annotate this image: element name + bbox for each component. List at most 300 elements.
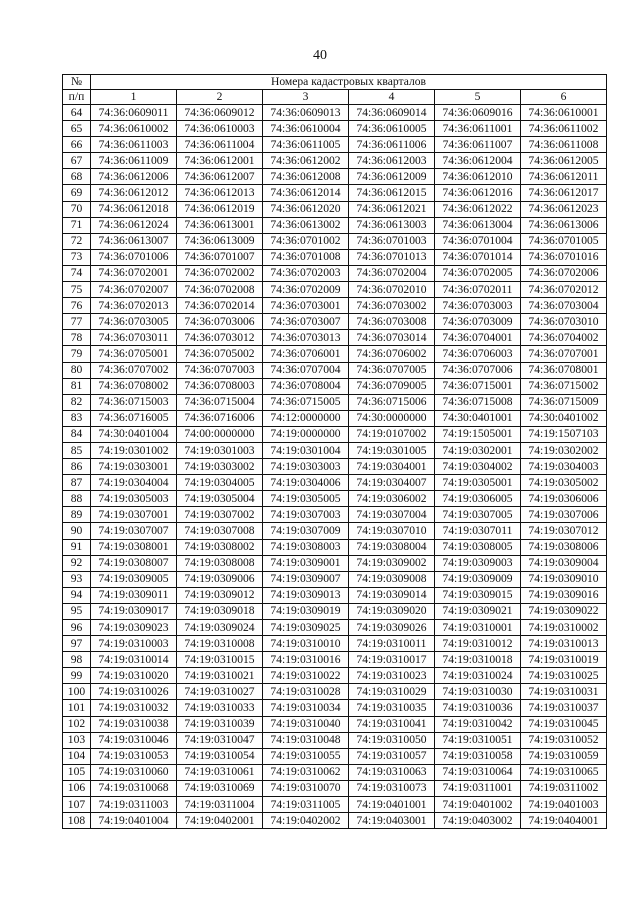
table-row (63, 555, 607, 571)
cadastral-number-cell: 74:36:0612024 (91, 217, 177, 233)
cadastral-number-cell: 74:19:0309012 (177, 587, 263, 603)
cadastral-number-cell: 74:19:0305001 (435, 475, 521, 491)
table-row (63, 298, 607, 314)
cadastral-number-cell: 74:19:0310028 (263, 684, 349, 700)
cadastral-number-cell: 74:19:0310052 (521, 732, 607, 748)
table-row (63, 716, 607, 732)
table-row (63, 603, 607, 619)
cadastral-number-cell: 74:19:0310038 (91, 716, 177, 732)
cadastral-number-cell: 74:19:1505001 (435, 426, 521, 442)
cadastral-number-cell: 74:36:0612020 (263, 201, 349, 217)
cadastral-number-cell: 74:19:0309013 (263, 587, 349, 603)
cadastral-number-cell: 74:36:0708001 (521, 362, 607, 378)
cadastral-number-cell: 74:19:0308007 (91, 555, 177, 571)
table-row (63, 620, 607, 636)
cadastral-number-cell: 74:36:0613003 (349, 217, 435, 233)
table-row (63, 217, 607, 233)
cadastral-number-cell: 74:36:0612014 (263, 185, 349, 201)
cadastral-number-cell: 74:19:0403002 (435, 813, 521, 829)
row-number-cell: 75 (63, 282, 91, 298)
cadastral-number-cell: 74:36:0613002 (263, 217, 349, 233)
column-header: 2 (177, 90, 263, 105)
table-row (63, 539, 607, 555)
cadastral-number-cell: 74:36:0613001 (177, 217, 263, 233)
cadastral-number-cell: 74:19:0305005 (263, 491, 349, 507)
cadastral-number-cell: 74:19:0310060 (91, 764, 177, 780)
cadastral-number-cell: 74:36:0612022 (435, 201, 521, 217)
cadastral-number-cell: 74:19:0107002 (349, 426, 435, 442)
cadastral-number-cell: 74:19:0310021 (177, 668, 263, 684)
cadastral-number-cell: 74:19:0310016 (263, 652, 349, 668)
cadastral-number-cell: 74:19:0304005 (177, 475, 263, 491)
table-row (63, 652, 607, 668)
cadastral-number-cell: 74:19:0310068 (91, 780, 177, 796)
cadastral-number-cell: 74:36:0715009 (521, 394, 607, 410)
cadastral-number-cell: 74:19:0310031 (521, 684, 607, 700)
cadastral-number-cell: 74:19:0306002 (349, 491, 435, 507)
cadastral-number-cell: 74:36:0715006 (349, 394, 435, 410)
cadastral-number-cell: 74:36:0701005 (521, 233, 607, 249)
row-number-cell: 88 (63, 491, 91, 507)
cadastral-number-cell: 74:19:0310061 (177, 764, 263, 780)
table-row (63, 797, 607, 813)
cadastral-number-cell: 74:19:0306006 (521, 491, 607, 507)
cadastral-number-cell: 74:19:0310070 (263, 780, 349, 796)
cadastral-number-cell: 74:19:0308006 (521, 539, 607, 555)
cadastral-number-cell: 74:36:0701003 (349, 233, 435, 249)
cadastral-number-cell: 74:36:0611004 (177, 137, 263, 153)
cadastral-number-cell: 74:36:0701016 (521, 249, 607, 265)
table-row (63, 426, 607, 442)
cadastral-number-cell: 74:19:0310055 (263, 748, 349, 764)
column-header: 4 (349, 90, 435, 105)
table-row (63, 153, 607, 169)
cadastral-number-cell: 74:19:0310039 (177, 716, 263, 732)
cadastral-number-cell: 74:36:0701004 (435, 233, 521, 249)
cadastral-number-cell: 74:36:0701013 (349, 249, 435, 265)
cadastral-number-cell: 74:36:0702005 (435, 265, 521, 281)
cadastral-number-cell: 74:36:0706003 (435, 346, 521, 362)
cadastral-number-cell: 74:30:0401002 (521, 410, 607, 426)
cadastral-number-cell: 74:36:0611008 (521, 137, 607, 153)
cadastral-number-cell: 74:36:0611005 (263, 137, 349, 153)
row-number-cell: 64 (63, 105, 91, 121)
cadastral-number-cell: 74:19:0307003 (263, 507, 349, 523)
row-number-cell: 89 (63, 507, 91, 523)
cadastral-number-cell: 74:19:0310027 (177, 684, 263, 700)
cadastral-number-cell: 74:36:0707003 (177, 362, 263, 378)
header-num-top: № (63, 75, 91, 90)
cadastral-number-cell: 74:19:0304007 (349, 475, 435, 491)
column-header: 6 (521, 90, 607, 105)
cadastral-number-cell: 74:36:0701002 (263, 233, 349, 249)
table-row (63, 233, 607, 249)
cadastral-number-cell: 74:19:0310019 (521, 652, 607, 668)
row-number-cell: 74 (63, 265, 91, 281)
cadastral-number-cell: 74:36:0716006 (177, 410, 263, 426)
cadastral-number-cell: 74:36:0703002 (349, 298, 435, 314)
cadastral-number-cell: 74:36:0611006 (349, 137, 435, 153)
cadastral-number-cell: 74:36:0709005 (349, 378, 435, 394)
cadastral-number-cell: 74:36:0610004 (263, 121, 349, 137)
cadastral-number-cell: 74:36:0716005 (91, 410, 177, 426)
cadastral-number-cell: 74:19:0310048 (263, 732, 349, 748)
cadastral-number-cell: 74:36:0612010 (435, 169, 521, 185)
cadastral-number-cell: 74:19:0309023 (91, 620, 177, 636)
cadastral-number-cell: 74:36:0612019 (177, 201, 263, 217)
table-row (63, 459, 607, 475)
cadastral-number-cell: 74:19:0310017 (349, 652, 435, 668)
row-number-cell: 95 (63, 603, 91, 619)
cadastral-number-cell: 74:19:0402002 (263, 813, 349, 829)
cadastral-number-cell: 74:19:0302002 (521, 442, 607, 458)
cadastral-number-cell: 74:36:0702009 (263, 282, 349, 298)
cadastral-number-cell: 74:36:0702001 (91, 265, 177, 281)
cadastral-number-cell: 74:19:0310050 (349, 732, 435, 748)
cadastral-number-cell: 74:19:0310053 (91, 748, 177, 764)
cadastral-number-cell: 74:36:0701007 (177, 249, 263, 265)
table-body (63, 105, 607, 829)
cadastral-number-cell: 74:19:0309002 (349, 555, 435, 571)
cadastral-number-cell: 74:36:0703003 (435, 298, 521, 314)
cadastral-number-cell: 74:36:0702014 (177, 298, 263, 314)
cadastral-number-cell: 74:19:0308005 (435, 539, 521, 555)
cadastral-number-cell: 74:36:0612023 (521, 201, 607, 217)
cadastral-number-cell: 74:19:0310064 (435, 764, 521, 780)
cadastral-number-cell: 74:19:0404001 (521, 813, 607, 829)
cadastral-number-cell: 74:19:0303002 (177, 459, 263, 475)
cadastral-number-cell: 74:36:0701014 (435, 249, 521, 265)
row-number-cell: 67 (63, 153, 91, 169)
cadastral-number-cell: 74:19:0310036 (435, 700, 521, 716)
cadastral-number-cell: 74:36:0708003 (177, 378, 263, 394)
table-row (63, 121, 607, 137)
cadastral-number-cell: 74:36:0708002 (91, 378, 177, 394)
row-number-cell: 77 (63, 314, 91, 330)
cadastral-number-cell: 74:19:0310012 (435, 636, 521, 652)
cadastral-number-cell: 74:19:0309004 (521, 555, 607, 571)
row-number-cell: 68 (63, 169, 91, 185)
table-row (63, 330, 607, 346)
row-number-cell: 69 (63, 185, 91, 201)
cadastral-number-cell: 74:19:0401002 (435, 797, 521, 813)
cadastral-number-cell: 74:36:0613004 (435, 217, 521, 233)
cadastral-number-cell: 74:36:0707001 (521, 346, 607, 362)
cadastral-number-cell: 74:36:0715001 (435, 378, 521, 394)
cadastral-number-cell: 74:19:0311003 (91, 797, 177, 813)
cadastral-number-cell: 74:36:0702004 (349, 265, 435, 281)
cadastral-number-cell: 74:36:0612008 (263, 169, 349, 185)
cadastral-number-cell: 74:36:0707006 (435, 362, 521, 378)
cadastral-number-cell: 74:19:0307007 (91, 523, 177, 539)
row-number-cell: 81 (63, 378, 91, 394)
cadastral-number-cell: 74:36:0612015 (349, 185, 435, 201)
cadastral-number-cell: 74:36:0612017 (521, 185, 607, 201)
row-number-cell: 91 (63, 539, 91, 555)
cadastral-number-cell: 74:36:0611002 (521, 121, 607, 137)
cadastral-number-cell: 74:36:0707004 (263, 362, 349, 378)
row-number-cell: 96 (63, 620, 91, 636)
row-number-cell: 105 (63, 764, 91, 780)
table-row (63, 185, 607, 201)
cadastral-number-cell: 74:19:0308008 (177, 555, 263, 571)
cadastral-number-cell: 74:36:0610005 (349, 121, 435, 137)
cadastral-number-cell: 74:36:0609013 (263, 105, 349, 121)
cadastral-number-cell: 74:36:0610003 (177, 121, 263, 137)
cadastral-number-cell: 74:36:0613007 (91, 233, 177, 249)
cadastral-number-cell: 74:19:0305003 (91, 491, 177, 507)
cadastral-number-cell: 74:36:0612001 (177, 153, 263, 169)
cadastral-number-cell: 74:19:0309024 (177, 620, 263, 636)
cadastral-number-cell: 74:19:0310032 (91, 700, 177, 716)
cadastral-number-cell: 74:19:0310011 (349, 636, 435, 652)
row-number-cell: 70 (63, 201, 91, 217)
cadastral-number-cell: 74:36:0715004 (177, 394, 263, 410)
cadastral-number-cell: 74:19:0305004 (177, 491, 263, 507)
cadastral-number-cell: 74:19:0310010 (263, 636, 349, 652)
cadastral-number-cell: 74:19:0310037 (521, 700, 607, 716)
cadastral-number-cell: 74:30:0401004 (91, 426, 177, 442)
cadastral-number-cell: 74:19:0310030 (435, 684, 521, 700)
cadastral-number-cell: 74:36:0704001 (435, 330, 521, 346)
cadastral-number-cell: 74:36:0612012 (91, 185, 177, 201)
cadastral-number-cell: 74:19:0307006 (521, 507, 607, 523)
cadastral-number-cell: 74:36:0703009 (435, 314, 521, 330)
cadastral-number-cell: 74:36:0609011 (91, 105, 177, 121)
table-row (63, 700, 607, 716)
cadastral-number-cell: 74:19:0309005 (91, 571, 177, 587)
cadastral-number-cell: 74:19:0309007 (263, 571, 349, 587)
cadastral-number-cell: 74:19:0310059 (521, 748, 607, 764)
cadastral-number-cell: 74:36:0609016 (435, 105, 521, 121)
cadastral-number-cell: 74:19:0310069 (177, 780, 263, 796)
cadastral-number-cell: 74:30:0000000 (349, 410, 435, 426)
cadastral-number-cell: 74:36:0609012 (177, 105, 263, 121)
row-number-cell: 82 (63, 394, 91, 410)
row-number-cell: 79 (63, 346, 91, 362)
cadastral-number-cell: 74:36:0705002 (177, 346, 263, 362)
cadastral-number-cell: 74:19:0309016 (521, 587, 607, 603)
cadastral-number-cell: 74:36:0707005 (349, 362, 435, 378)
table-row (63, 410, 607, 426)
cadastral-number-cell: 74:36:0609014 (349, 105, 435, 121)
table-row (63, 169, 607, 185)
cadastral-number-cell: 74:19:0311002 (521, 780, 607, 796)
cadastral-number-cell: 74:19:0310023 (349, 668, 435, 684)
cadastral-number-cell: 74:19:0310020 (91, 668, 177, 684)
cadastral-number-cell: 74:19:0310051 (435, 732, 521, 748)
row-number-cell: 87 (63, 475, 91, 491)
cadastral-number-cell: 74:19:1507103 (521, 426, 607, 442)
cadastral-number-cell: 74:19:0310041 (349, 716, 435, 732)
cadastral-number-cell: 74:36:0612009 (349, 169, 435, 185)
cadastral-number-cell: 74:19:0307012 (521, 523, 607, 539)
cadastral-number-cell: 74:19:0309006 (177, 571, 263, 587)
cadastral-number-cell: 74:36:0701006 (91, 249, 177, 265)
cadastral-number-cell: 74:19:0301003 (177, 442, 263, 458)
cadastral-number-cell: 74:19:0309011 (91, 587, 177, 603)
row-number-cell: 66 (63, 137, 91, 153)
row-number-cell: 73 (63, 249, 91, 265)
row-number-cell: 84 (63, 426, 91, 442)
row-number-cell: 83 (63, 410, 91, 426)
cadastral-number-cell: 74:36:0612005 (521, 153, 607, 169)
table-row (63, 249, 607, 265)
cadastral-number-cell: 74:36:0704002 (521, 330, 607, 346)
cadastral-number-cell: 74:19:0301004 (263, 442, 349, 458)
row-number-cell: 100 (63, 684, 91, 700)
cadastral-number-cell: 74:19:0307009 (263, 523, 349, 539)
cadastral-number-cell: 74:36:0715003 (91, 394, 177, 410)
cadastral-number-cell: 74:19:0307002 (177, 507, 263, 523)
cadastral-number-cell: 74:19:0310026 (91, 684, 177, 700)
cadastral-number-cell: 74:36:0703013 (263, 330, 349, 346)
cadastral-number-cell: 74:36:0612018 (91, 201, 177, 217)
cadastral-number-cell: 74:19:0304006 (263, 475, 349, 491)
cadastral-number-cell: 74:36:0612003 (349, 153, 435, 169)
cadastral-number-cell: 74:19:0309003 (435, 555, 521, 571)
cadastral-number-cell: 74:19:0309018 (177, 603, 263, 619)
header-title: Номера кадастровых кварталов (91, 75, 607, 90)
table-row (63, 314, 607, 330)
row-number-cell: 86 (63, 459, 91, 475)
cadastral-number-cell: 74:12:0000000 (263, 410, 349, 426)
table-row (63, 137, 607, 153)
cadastral-number-cell: 74:36:0610001 (521, 105, 607, 121)
row-number-cell: 78 (63, 330, 91, 346)
cadastral-number-cell: 74:36:0612013 (177, 185, 263, 201)
cadastral-number-cell: 74:19:0309008 (349, 571, 435, 587)
table-row (63, 813, 607, 829)
table-row (63, 668, 607, 684)
table-row (63, 780, 607, 796)
cadastral-number-cell: 74:19:0310057 (349, 748, 435, 764)
table-row (63, 105, 607, 121)
cadastral-number-cell: 74:19:0306005 (435, 491, 521, 507)
table-row (63, 201, 607, 217)
cadastral-number-cell: 74:00:0000000 (177, 426, 263, 442)
cadastral-number-cell: 74:19:0401004 (91, 813, 177, 829)
cadastral-number-cell: 74:19:0308002 (177, 539, 263, 555)
cadastral-number-cell: 74:19:0310062 (263, 764, 349, 780)
cadastral-number-cell: 74:36:0612021 (349, 201, 435, 217)
cadastral-number-cell: 74:36:0610002 (91, 121, 177, 137)
table-row (63, 475, 607, 491)
cadastral-number-cell: 74:36:0702002 (177, 265, 263, 281)
row-number-cell: 90 (63, 523, 91, 539)
row-number-cell: 104 (63, 748, 91, 764)
cadastral-number-cell: 74:19:0310035 (349, 700, 435, 716)
cadastral-number-cell: 74:36:0613009 (177, 233, 263, 249)
table-row (63, 378, 607, 394)
cadastral-number-cell: 74:19:0310013 (521, 636, 607, 652)
row-number-cell: 93 (63, 571, 91, 587)
table-row (63, 587, 607, 603)
cadastral-number-cell: 74:19:0310054 (177, 748, 263, 764)
cadastral-number-cell: 74:19:0310046 (91, 732, 177, 748)
cadastral-number-cell: 74:36:0703005 (91, 314, 177, 330)
cadastral-number-cell: 74:36:0701008 (263, 249, 349, 265)
cadastral-number-cell: 74:19:0301002 (91, 442, 177, 458)
cadastral-number-cell: 74:19:0403001 (349, 813, 435, 829)
cadastral-number-cell: 74:19:0310002 (521, 620, 607, 636)
cadastral-number-cell: 74:36:0702013 (91, 298, 177, 314)
row-number-cell: 72 (63, 233, 91, 249)
cadastral-number-cell: 74:19:0310073 (349, 780, 435, 796)
cadastral-number-cell: 74:19:0311001 (435, 780, 521, 796)
cadastral-number-cell: 74:36:0702006 (521, 265, 607, 281)
cadastral-number-cell: 74:19:0310047 (177, 732, 263, 748)
cadastral-number-cell: 74:36:0703012 (177, 330, 263, 346)
cadastral-number-cell: 74:36:0708004 (263, 378, 349, 394)
cadastral-number-cell: 74:19:0402001 (177, 813, 263, 829)
column-header: 5 (435, 90, 521, 105)
cadastral-number-cell: 74:19:0307011 (435, 523, 521, 539)
cadastral-number-cell: 74:19:0303003 (263, 459, 349, 475)
row-number-cell: 108 (63, 813, 91, 829)
cadastral-number-cell: 74:19:0310022 (263, 668, 349, 684)
table-row (63, 394, 607, 410)
cadastral-number-cell: 74:36:0703001 (263, 298, 349, 314)
cadastral-number-cell: 74:19:0310058 (435, 748, 521, 764)
cadastral-number-cell: 74:19:0309020 (349, 603, 435, 619)
cadastral-number-cell: 74:19:0309019 (263, 603, 349, 619)
cadastral-number-cell: 74:36:0703004 (521, 298, 607, 314)
cadastral-number-cell: 74:19:0309025 (263, 620, 349, 636)
cadastral-number-cell: 74:19:0310001 (435, 620, 521, 636)
cadastral-number-cell: 74:36:0703007 (263, 314, 349, 330)
cadastral-number-cell: 74:19:0304003 (521, 459, 607, 475)
cadastral-number-cell: 74:36:0611007 (435, 137, 521, 153)
cadastral-number-cell: 74:36:0702010 (349, 282, 435, 298)
cadastral-number-cell: 74:36:0613006 (521, 217, 607, 233)
row-number-cell: 103 (63, 732, 91, 748)
row-number-cell: 99 (63, 668, 91, 684)
header-row-title (63, 75, 607, 90)
cadastral-number-cell: 74:19:0310040 (263, 716, 349, 732)
cadastral-number-cell: 74:19:0310025 (521, 668, 607, 684)
table-row (63, 684, 607, 700)
cadastral-number-cell: 74:19:0307005 (435, 507, 521, 523)
cadastral-number-cell: 74:36:0702012 (521, 282, 607, 298)
cadastral-number-cell: 74:19:0311005 (263, 797, 349, 813)
cadastral-number-cell: 74:19:0000000 (263, 426, 349, 442)
cadastral-number-cell: 74:19:0308003 (263, 539, 349, 555)
cadastral-number-cell: 74:19:0310065 (521, 764, 607, 780)
cadastral-number-cell: 74:19:0310018 (435, 652, 521, 668)
cadastral-number-cell: 74:36:0611001 (435, 121, 521, 137)
cadastral-number-cell: 74:36:0703010 (521, 314, 607, 330)
cadastral-number-cell: 74:36:0707002 (91, 362, 177, 378)
cadastral-quarters-table (62, 74, 607, 829)
table-row (63, 362, 607, 378)
cadastral-number-cell: 74:36:0702003 (263, 265, 349, 281)
cadastral-number-cell: 74:19:0310063 (349, 764, 435, 780)
cadastral-number-cell: 74:19:0307004 (349, 507, 435, 523)
row-number-cell: 65 (63, 121, 91, 137)
cadastral-number-cell: 74:36:0702008 (177, 282, 263, 298)
cadastral-number-cell: 74:19:0309022 (521, 603, 607, 619)
table-row (63, 282, 607, 298)
column-header: 3 (263, 90, 349, 105)
cadastral-number-cell: 74:36:0705001 (91, 346, 177, 362)
cadastral-number-cell: 74:19:0310003 (91, 636, 177, 652)
row-number-cell: 85 (63, 442, 91, 458)
cadastral-number-cell: 74:36:0612004 (435, 153, 521, 169)
table-row (63, 523, 607, 539)
row-number-cell: 98 (63, 652, 91, 668)
cadastral-number-cell: 74:36:0612002 (263, 153, 349, 169)
